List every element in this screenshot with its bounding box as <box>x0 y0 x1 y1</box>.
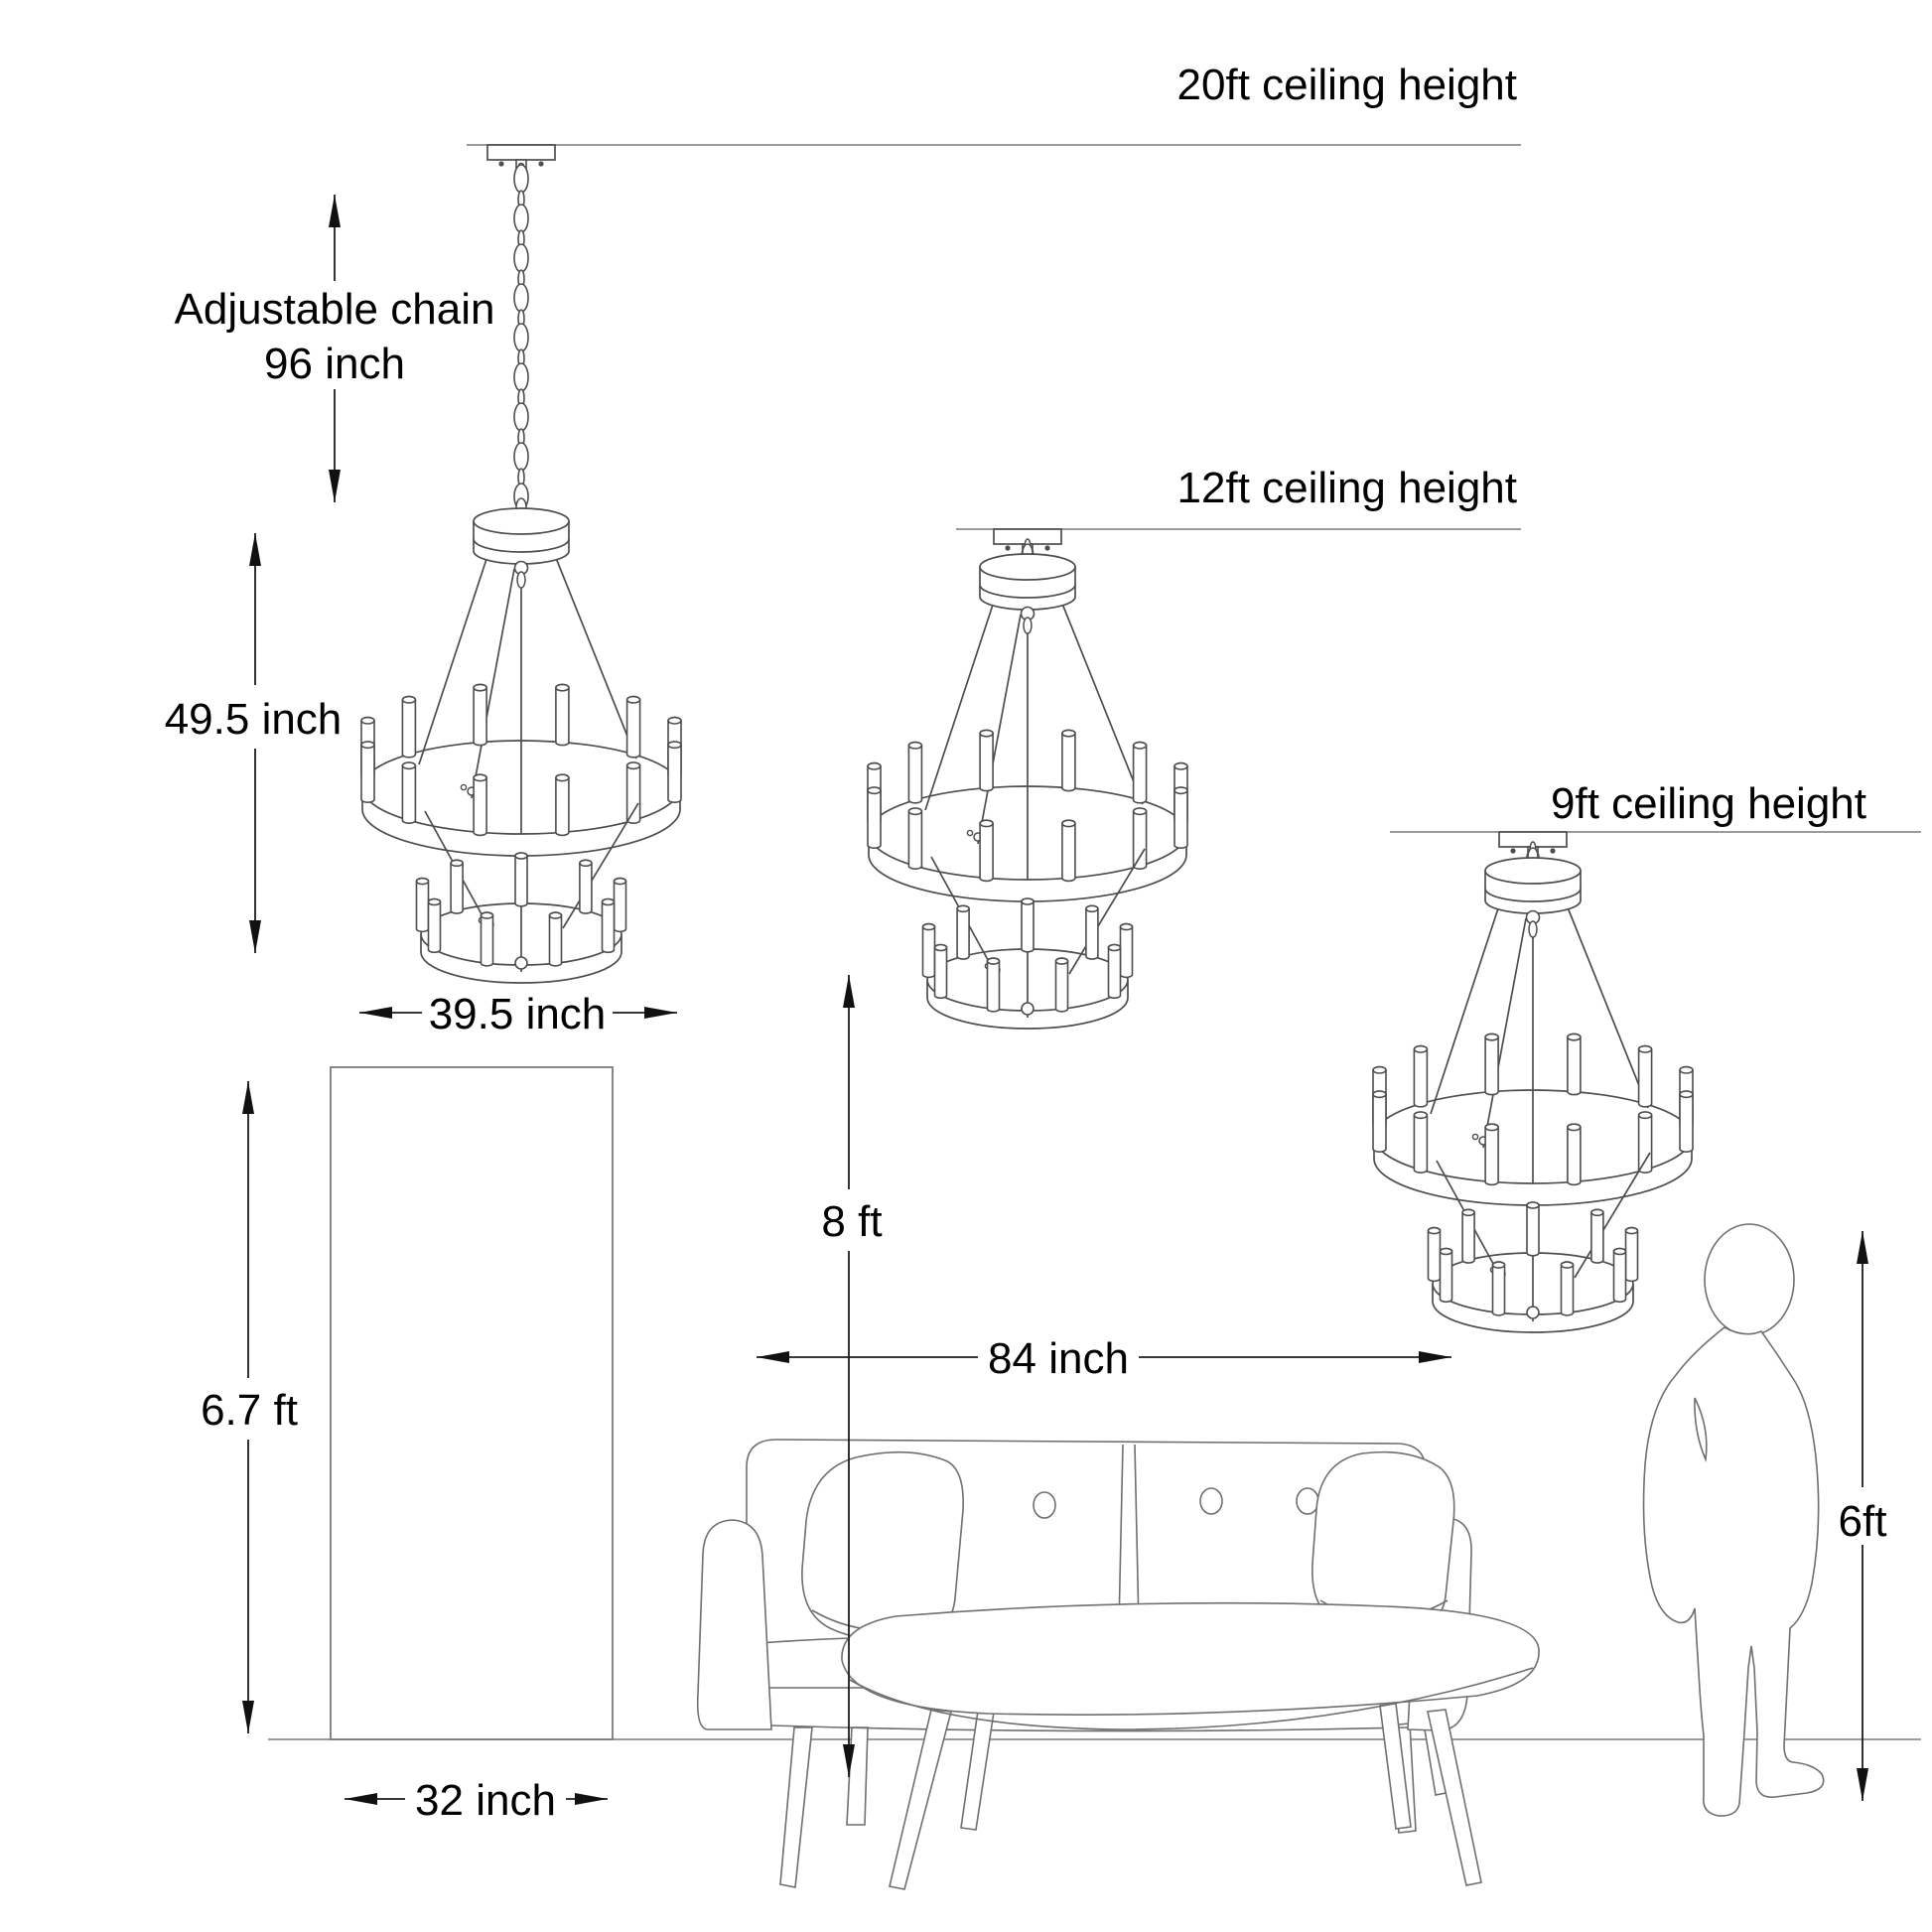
table-back-left-leg <box>961 1704 995 1830</box>
chain-label-line1: Adjustable chain <box>174 285 495 334</box>
person-body <box>1644 1327 1824 1816</box>
person-height-label: 6ft <box>1838 1497 1887 1546</box>
table-front-right-leg <box>1428 1710 1481 1885</box>
ceiling-9ft-label: 9ft ceiling height <box>1551 779 1866 828</box>
table-top <box>842 1603 1539 1716</box>
ceiling-line-12ft <box>956 464 1521 529</box>
chain-label-line2: 96 inch <box>264 340 405 388</box>
sofa-left-arm <box>698 1520 771 1729</box>
chandelier-12ft <box>868 544 1187 1029</box>
ceiling-12ft-label: 12ft ceiling height <box>1176 464 1517 512</box>
ceiling-line-9ft <box>1390 779 1921 832</box>
door-outline <box>331 1067 613 1739</box>
sofa-left-leg-back <box>847 1727 868 1825</box>
ceiling-line-20ft <box>467 61 1521 145</box>
door-width-label: 32 inch <box>415 1776 556 1825</box>
sofa-width-label: 84 inch <box>988 1334 1129 1383</box>
clearance-height-label: 8 ft <box>821 1197 883 1246</box>
dim-door-width <box>345 1776 608 1825</box>
dim-door-height <box>201 1081 298 1733</box>
dim-fixture-width <box>359 990 677 1038</box>
hanging-chain <box>514 165 528 509</box>
door-height-label: 6.7 ft <box>201 1386 298 1435</box>
sofa-left-leg <box>780 1727 812 1887</box>
chandelier-9ft <box>1373 848 1693 1332</box>
table-front-left-leg <box>890 1710 951 1889</box>
ceiling-20ft-label: 20ft ceiling height <box>1176 61 1517 109</box>
person-silhouette <box>1644 1224 1824 1816</box>
fixture-width-label: 39.5 inch <box>428 990 607 1038</box>
person-head <box>1705 1224 1794 1335</box>
fixture-height-label: 49.5 inch <box>164 695 343 744</box>
dim-sofa-width <box>757 1334 1451 1383</box>
dim-person-height <box>1839 1231 1887 1801</box>
chandelier-20ft <box>361 498 681 983</box>
dim-adjustable-chain <box>175 195 495 502</box>
dim-fixture-height <box>165 533 343 953</box>
pillow-right <box>1312 1452 1454 1631</box>
